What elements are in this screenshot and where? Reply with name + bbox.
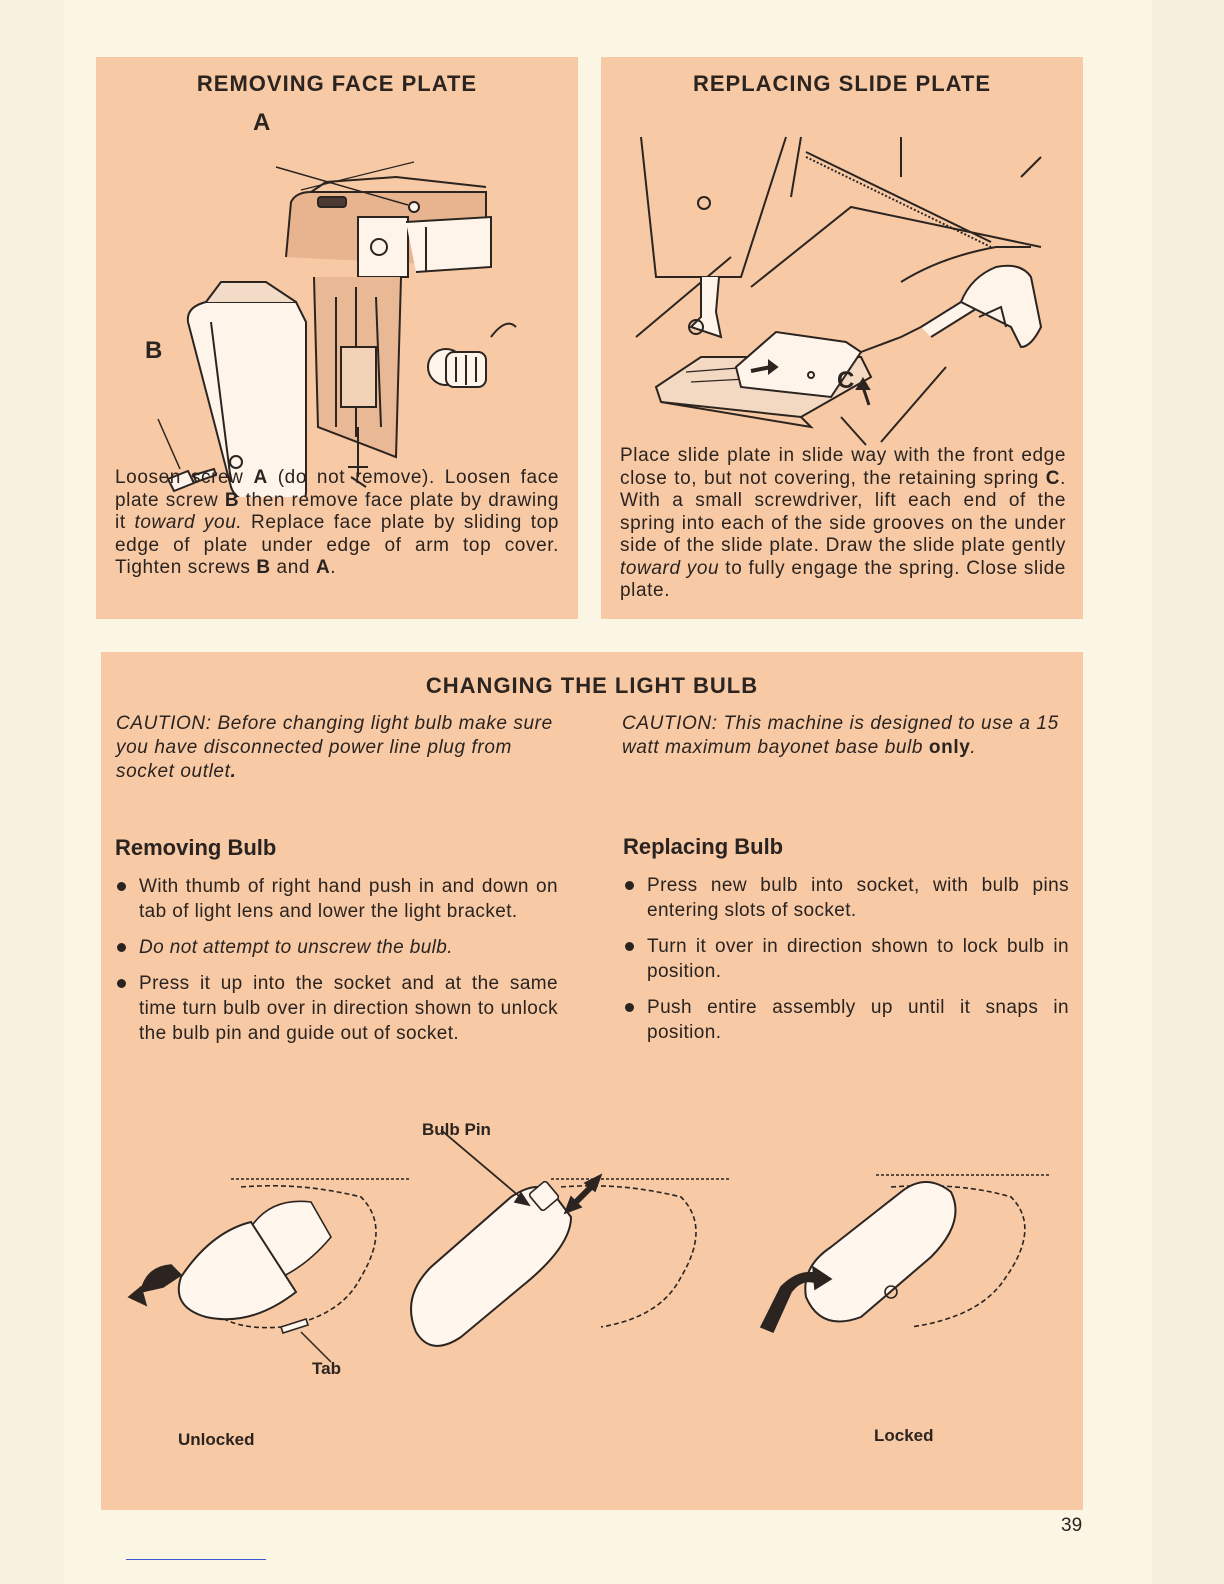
slide-plate-instructions: Place slide plate in slide way with the front edge close to, but not covering, the retaining spring C. With a small screwdriver, lift each end of the spring into each of the side grooves on the under side of the slide plate. Draw the slide plate gently toward you to fully engage the spring. Close slide plate. <box>620 445 1066 601</box>
list-item: With thumb of right hand push in and down on tab of light lens and lower the light bracket. <box>115 874 558 924</box>
removing-bulb-list <box>115 874 558 1057</box>
list-item: Press it up into the socket and at the same time turn bulb over in direction shown to unlock the bulb pin and guide out of socket. <box>115 971 558 1046</box>
page-number: 39 <box>1061 1515 1083 1536</box>
bulb-figures-illustration <box>101 1127 1083 1427</box>
list-item: Do not attempt to unscrew the bulb. <box>115 935 558 960</box>
bulb-pin-label: Bulb Pin <box>422 1120 491 1139</box>
caution-right: CAUTION: This machine is designed to use a 15 watt maximum bayonet base bulb only. <box>622 713 1059 758</box>
replacing-bulb-list <box>623 873 1069 1056</box>
removing-bulb-heading: Removing Bulb <box>115 835 277 860</box>
face-plate-instructions: Loosen screw A (do not remove). Loosen face plate screw B then remove face plate by drawing it toward you. Replace face plate by sliding top edge of plate under edge of arm top cover. Tighten screws B and A. <box>115 467 560 578</box>
footer-link-line <box>126 1559 266 1560</box>
label-a: A <box>253 109 271 136</box>
unlocked-label: Unlocked <box>178 1430 255 1449</box>
face-plate-illustration <box>96 97 578 497</box>
face-plate-title: REMOVING FACE PLATE <box>196 71 478 96</box>
caution-left: CAUTION: Before changing light bulb make sure you have disconnected power line plug from socket outlet. <box>116 713 553 782</box>
slide-plate-illustration <box>601 117 1083 467</box>
page-left-margin <box>0 0 64 1584</box>
slide-plate-panel <box>601 57 1083 619</box>
replacing-bulb-heading: Replacing Bulb <box>623 834 784 859</box>
tab-label: Tab <box>312 1359 341 1378</box>
light-bulb-title: CHANGING THE LIGHT BULB <box>425 673 759 698</box>
list-item: Press new bulb into socket, with bulb pins entering slots of socket. <box>623 873 1069 923</box>
list-item: Push entire assembly up until it snaps in position. <box>623 995 1069 1045</box>
light-bulb-panel <box>101 652 1083 1510</box>
label-b: B <box>145 337 163 364</box>
label-c: C <box>837 367 855 394</box>
face-plate-panel <box>96 57 578 619</box>
locked-label: Locked <box>874 1426 934 1445</box>
list-item: Turn it over in direction shown to lock bulb in position. <box>623 934 1069 984</box>
page-right-margin <box>1152 0 1224 1584</box>
slide-plate-title: REPLACING SLIDE PLATE <box>692 71 992 96</box>
